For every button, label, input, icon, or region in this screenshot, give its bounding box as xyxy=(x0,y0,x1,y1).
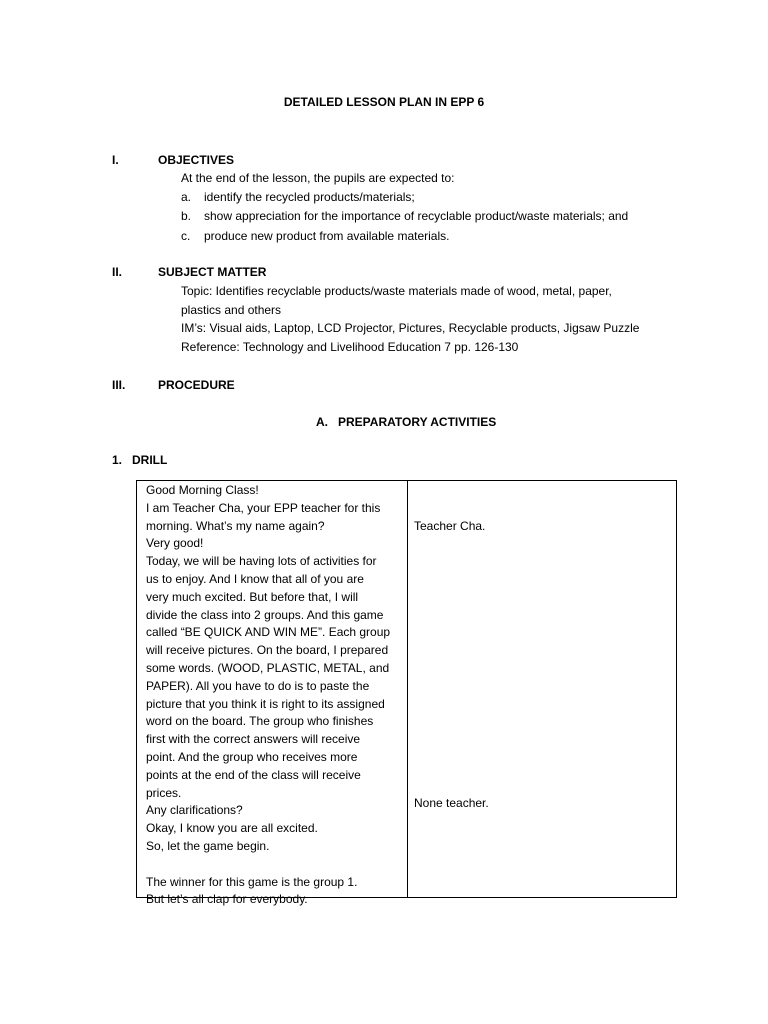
teacher-line: picture that you think it is right to its assigned xyxy=(146,696,385,711)
table-column-divider xyxy=(407,481,408,897)
objective-text: produce new product from available materials. xyxy=(204,229,450,243)
teacher-line: very much excited. But before that, I will xyxy=(146,589,359,604)
objectives-numeral: I. xyxy=(112,153,119,167)
objectives-heading: OBJECTIVES xyxy=(158,153,235,167)
subject-matter-heading: SUBJECT MATTER xyxy=(158,265,267,279)
page-title: DETAILED LESSON PLAN IN EPP 6 xyxy=(283,95,485,109)
objective-letter: a. xyxy=(181,190,192,204)
teacher-line: But let’s all clap for everybody. xyxy=(146,892,308,907)
objective-text: show appreciation for the importance of recyclable product/waste materials; and xyxy=(204,209,629,223)
objectives-intro: At the end of the lesson, the pupils are expected to: xyxy=(181,171,455,185)
subject-matter-line: IM’s: Visual aids, Laptop, LCD Projector, Pictures, Recyclable products, Jigsaw Puzzle xyxy=(181,321,640,335)
objective-letter: c. xyxy=(181,229,191,243)
teacher-line: morning. What’s my name again? xyxy=(146,518,325,533)
subject-matter-line: Reference: Technology and Livelihood Education 7 pp. 126-130 xyxy=(181,340,519,354)
teacher-line: I am Teacher Cha, your EPP teacher for this xyxy=(146,500,381,515)
teacher-line: The winner for this game is the group 1. xyxy=(146,874,358,889)
teacher-line: points at the end of the class will receive xyxy=(146,767,361,782)
teacher-line: called “BE QUICK AND WIN ME”. Each group xyxy=(146,625,391,640)
teacher-line: some words. (WOOD, PLASTIC, METAL, and xyxy=(146,660,390,675)
student-response: None teacher. xyxy=(414,796,489,810)
subject-matter-line: Topic: Identifies recyclable products/waste materials made of wood, metal, paper, xyxy=(181,284,612,298)
subject-matter-line: plastics and others xyxy=(181,303,282,317)
teacher-line: word on the board. The group who finishes xyxy=(146,714,374,729)
teacher-line: first with the correct answers will receive xyxy=(146,732,361,747)
teacher-line: prices. xyxy=(146,785,182,800)
teacher-line: will receive pictures. On the board, I prepared xyxy=(146,643,389,658)
teacher-line: point. And the group who receives more xyxy=(146,749,358,764)
teacher-line: Good Morning Class! xyxy=(146,483,259,497)
objective-letter: b. xyxy=(181,209,192,223)
subject-matter-numeral: II. xyxy=(112,265,123,279)
teacher-line: Today, we will be having lots of activities for xyxy=(146,554,377,569)
blank-line xyxy=(146,856,404,874)
drill-table xyxy=(136,480,677,907)
preparatory-activities-heading: A. PREPARATORY ACTIVITIES xyxy=(316,415,497,429)
drill-label: 1. DRILL xyxy=(112,453,168,467)
procedure-numeral: III. xyxy=(112,378,126,392)
objective-text: identify the recycled products/materials; xyxy=(204,190,415,204)
teacher-line: Very good! xyxy=(146,536,204,551)
teacher-line: PAPER). All you have to do is to paste the xyxy=(146,678,370,693)
teacher-line: Okay, I know you are all excited. xyxy=(146,821,318,836)
teacher-activity-cell xyxy=(146,482,404,909)
teacher-line: Any clarifications? xyxy=(146,803,243,818)
teacher-line: So, let the game begin. xyxy=(146,838,270,853)
teacher-line: divide the class into 2 groups. And this game xyxy=(146,607,384,622)
procedure-heading: PROCEDURE xyxy=(158,378,235,392)
student-response: Teacher Cha. xyxy=(414,519,486,533)
teacher-line: us to enjoy. And I know that all of you are xyxy=(146,571,364,586)
